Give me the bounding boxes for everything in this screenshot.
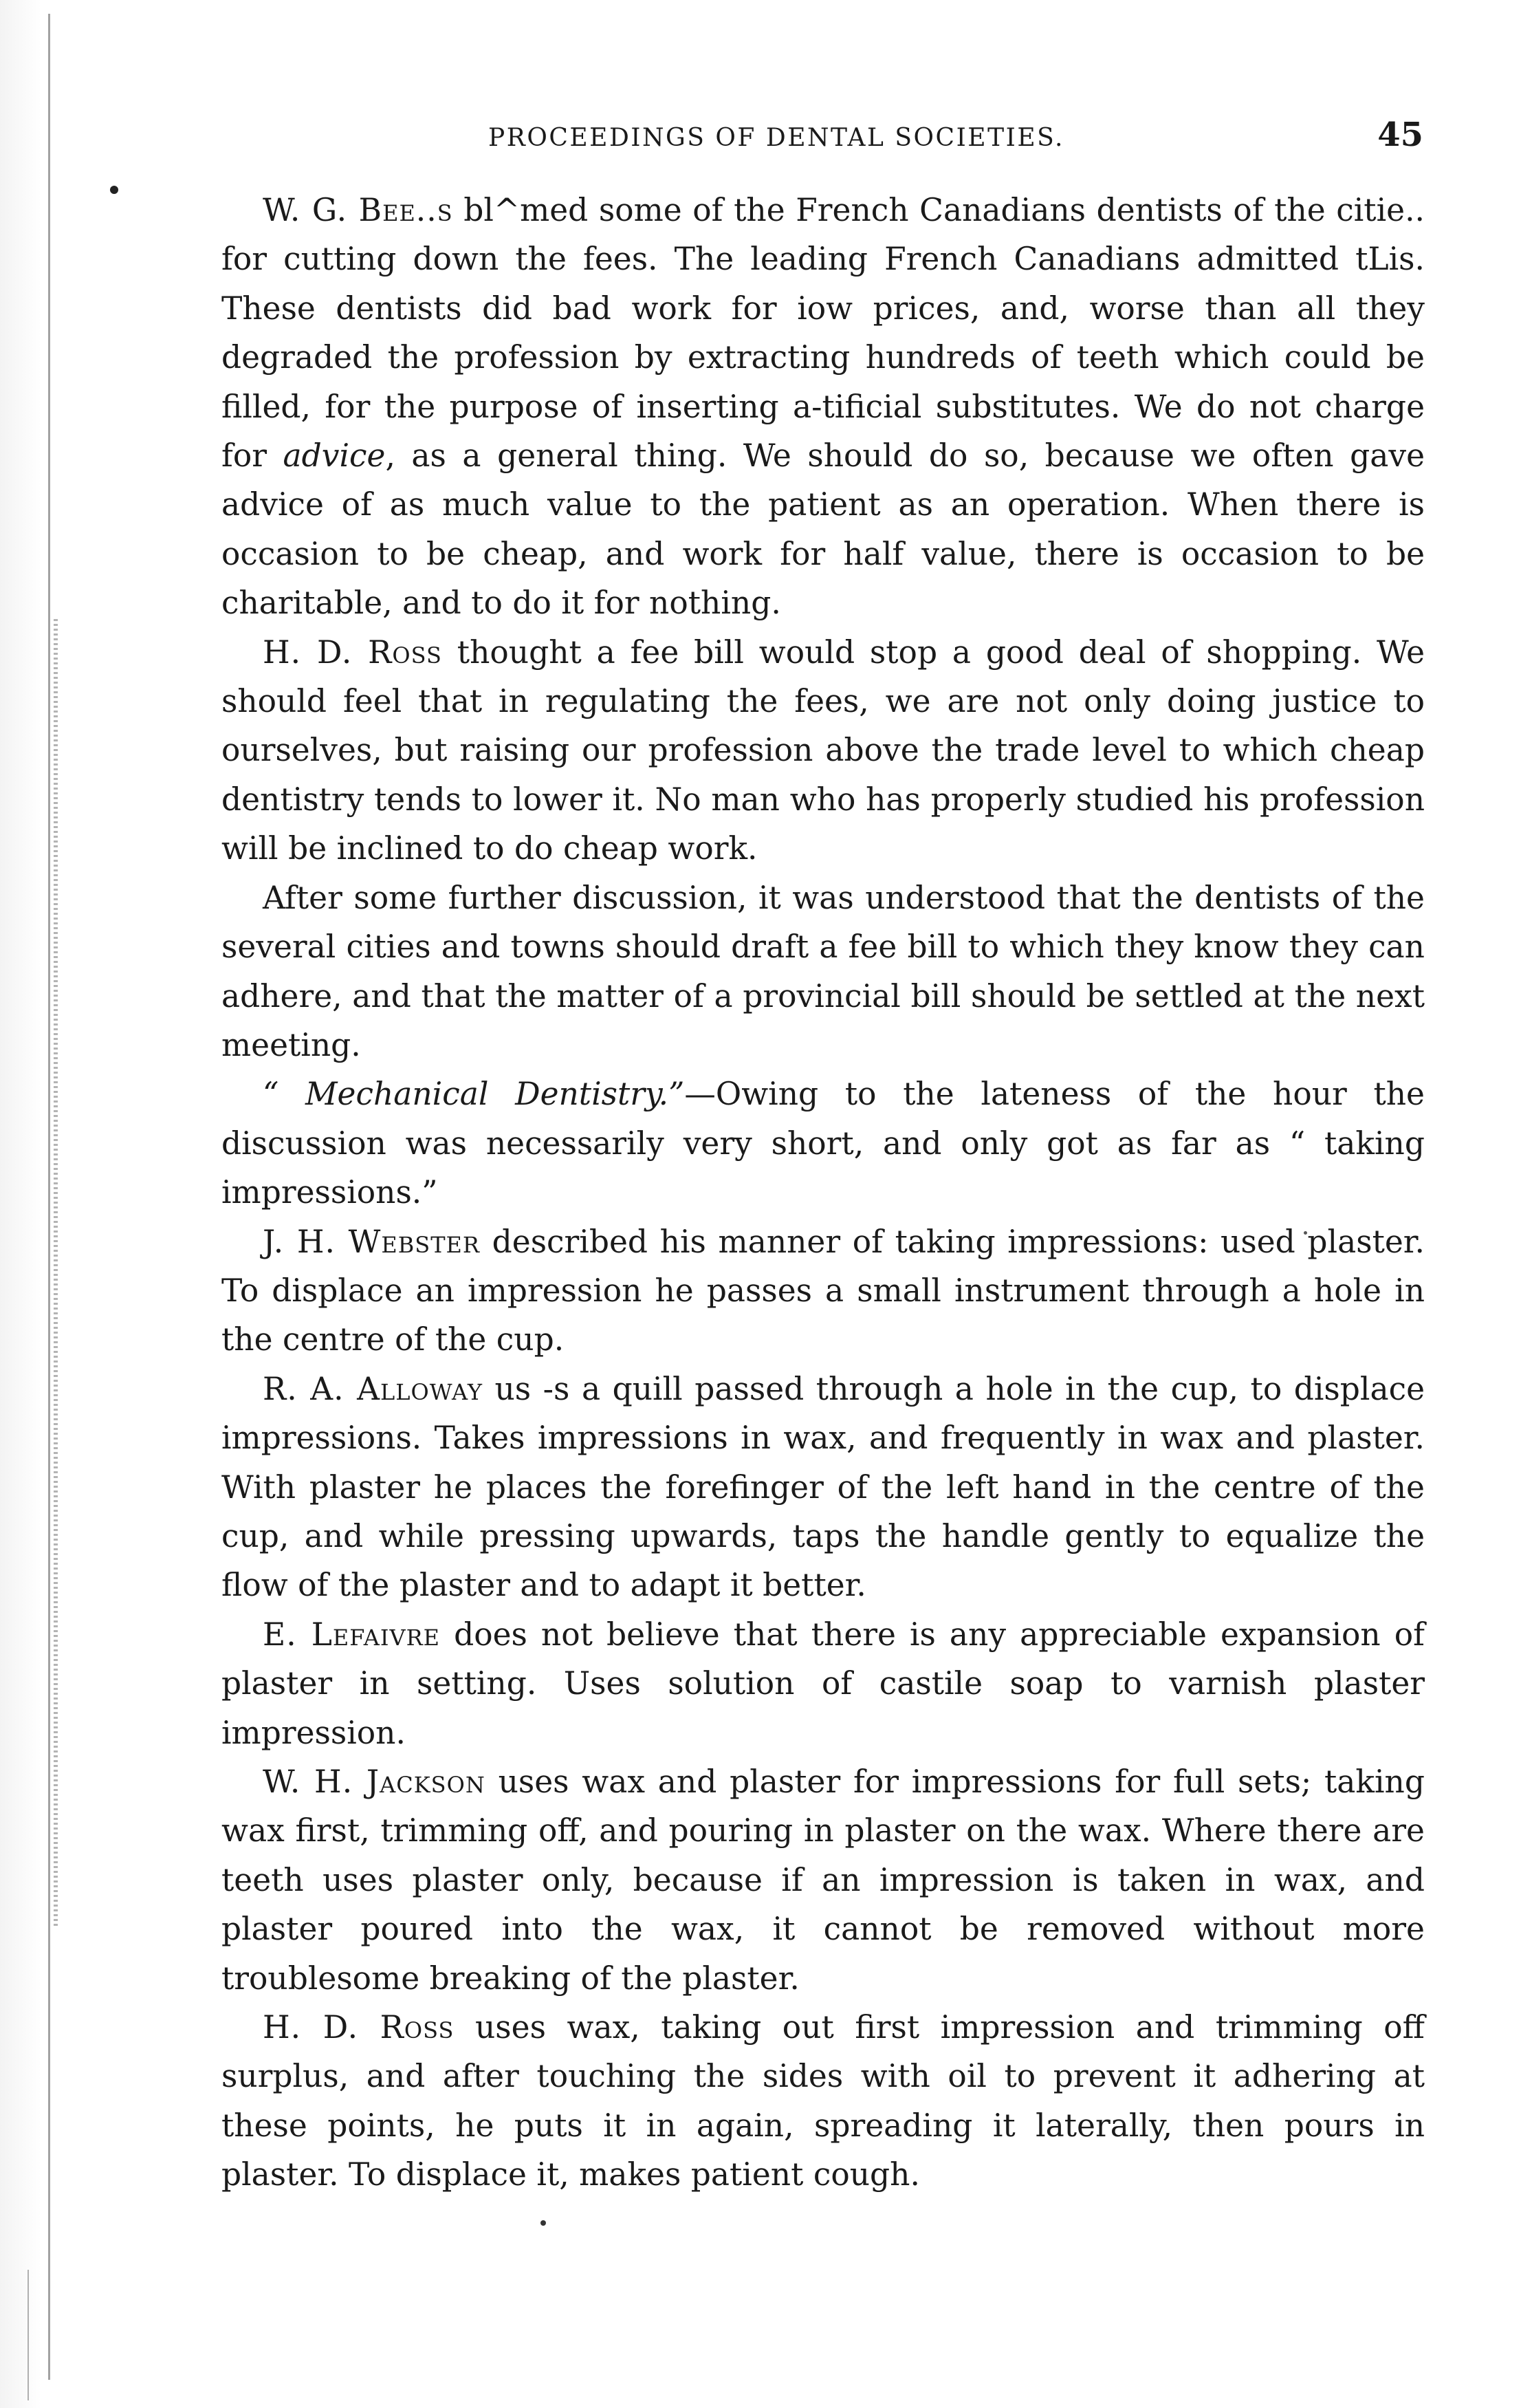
body-text bbox=[221, 186, 1425, 2200]
page-number: 45 bbox=[1377, 116, 1423, 154]
paragraph-text: uses wax, taking out first impression and trimming off surplus, and after touching the sides with oil to prevent it adhering at these points, he puts it in again, spreading it laterally, then pours in plaster. To displace it, makes patient cough. bbox=[221, 2009, 1425, 2193]
speaker-name: W. H. Jackson bbox=[263, 1764, 485, 1800]
bottom-mark bbox=[540, 2220, 546, 2226]
paragraph-text: bl^med some of the French Canadians dentists of the citie.. for cutting down the fees. The leading French Canadians admitted tLis. These dentists did bad work for iow prices, and, worse than all they degraded the profession by extracting hundreds of teeth which could be filled, for the purpose of inserting a-tificial substitutes. We do not charge for bbox=[221, 192, 1425, 475]
binding-edge-stitching bbox=[54, 619, 58, 1926]
binding-edge-line-lower bbox=[28, 2270, 29, 2400]
paragraph-italic-word: advice bbox=[283, 437, 386, 475]
speaker-name: W. G. Bee..s bbox=[263, 192, 453, 228]
speaker-name: H. D. Ross bbox=[263, 2009, 455, 2046]
paragraph-ross-fee-bill bbox=[221, 628, 1425, 874]
binding-edge bbox=[0, 0, 65, 2408]
margin-mark bbox=[110, 186, 118, 194]
paragraph-text: —Owing to the lateness of the hour the discussion was necessarily very short, and only got as far as “ taking impressions.” bbox=[221, 1076, 1425, 1211]
paragraph-text: After some further discussion, it was understood that the dentists of the several cities and towns should draft a fee bill to which they know they can adhere, and that the matter of a provincial bill should be settled at the next meeting. bbox=[221, 879, 1425, 1063]
binding-edge-line bbox=[48, 14, 50, 2380]
speaker-name: E. Lefaivre bbox=[263, 1616, 441, 1653]
paragraph-text-continued: , as a general thing. We should do so, because we often gave advice of as much value to the patient as an operation. When there is occasion to be cheap, and work for half value, there is occasion to be charitable, and to do it for nothing. bbox=[221, 437, 1425, 622]
paragraph-text: us -s a quill passed through a hole in the cup, to displace impressions. Takes impressions in wax, and frequently in wax and plaster. With plaster he places the forefinger of the left hand in the centre of the cup, and while pressing upwards, taps the handle gently to equalize the flow of the plaster and to adapt it better. bbox=[221, 1370, 1425, 1604]
section-heading-italic: “ Mechanical Dentistry.” bbox=[263, 1076, 685, 1113]
paragraph-alloway bbox=[221, 1365, 1425, 1610]
paragraph-text: thought a fee bill would stop a good deal of shopping. We should feel that in regulating the fees, we are not only doing justice to ourselves, but raising our profession above the trade level to which cheap dentistry tends to lower it. No man who has properly studied his profession will be inclined to do cheap work. bbox=[221, 633, 1425, 867]
paragraph-webster bbox=[221, 1217, 1425, 1365]
paragraph-lefaivre bbox=[221, 1610, 1425, 1757]
paragraph-jackson bbox=[221, 1757, 1425, 2003]
paragraph-text: uses wax and plaster for impressions for full sets; taking wax first, trimming off, and pouring in plaster on the wax. Where there are teeth uses plaster only, because if an impression is taken in wax, and plaster poured into the wax, it cannot be removed without more troublesome breaking of the plaster. bbox=[221, 1764, 1425, 1997]
running-head: PROCEEDINGS OF DENTAL SOCIETIES. bbox=[488, 124, 1064, 152]
paragraph-mechanical-dentistry bbox=[221, 1070, 1425, 1217]
paragraph-text: described his manner of taking impressions: used plaster. To displace an impression he passes a small instrument through a hole in the centre of the cup. bbox=[221, 1223, 1425, 1358]
paragraph-beers bbox=[221, 186, 1425, 628]
speaker-name: R. A. Alloway bbox=[263, 1370, 483, 1407]
page-header bbox=[227, 116, 1423, 157]
paragraph-ross-wax bbox=[221, 2003, 1425, 2200]
speaker-name: H. D. Ross bbox=[263, 633, 442, 671]
paragraph-discussion bbox=[221, 874, 1425, 1070]
speaker-name: J. H. Webster bbox=[263, 1223, 480, 1260]
paragraph-text: does not believe that there is any appreciable expansion of plaster in setting. Uses solution of castile soap to varnish plaster impression. bbox=[221, 1616, 1425, 1751]
